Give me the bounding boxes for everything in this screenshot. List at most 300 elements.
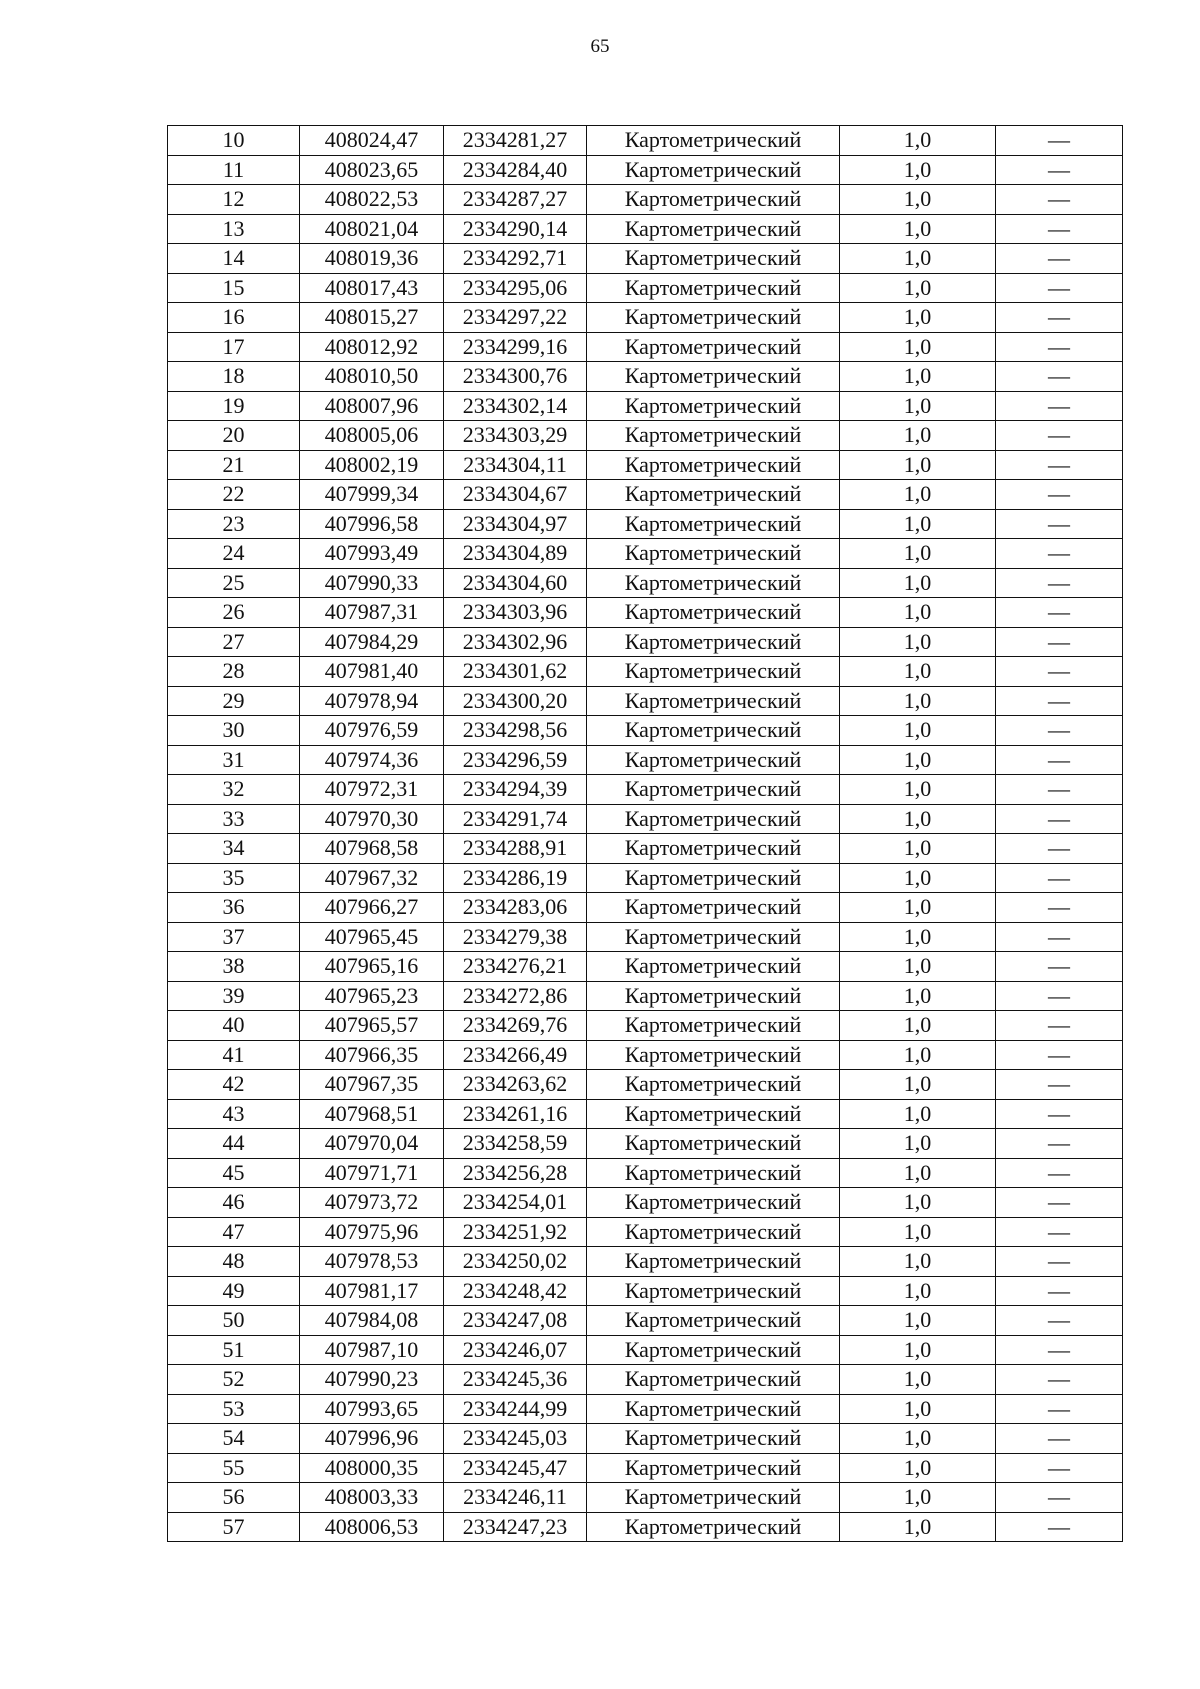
description-cell: —: [996, 539, 1123, 569]
description-cell: —: [996, 1276, 1123, 1306]
y-coordinate-cell: 2334304,89: [444, 539, 587, 569]
description-cell: —: [996, 126, 1123, 156]
accuracy-cell: 1,0: [840, 804, 996, 834]
y-coordinate-cell: 2334254,01: [444, 1188, 587, 1218]
y-coordinate-cell: 2334302,96: [444, 627, 587, 657]
point-number-cell: 23: [168, 509, 300, 539]
point-number-cell: 16: [168, 303, 300, 333]
x-coordinate-cell: 407984,29: [300, 627, 444, 657]
y-coordinate-cell: 2334246,07: [444, 1335, 587, 1365]
description-cell: —: [996, 1247, 1123, 1277]
description-cell: —: [996, 804, 1123, 834]
accuracy-cell: 1,0: [840, 1188, 996, 1218]
table-row: [168, 303, 1123, 333]
x-coordinate-cell: 408002,19: [300, 450, 444, 480]
description-cell: —: [996, 303, 1123, 333]
x-coordinate-cell: 408006,53: [300, 1512, 444, 1542]
description-cell: —: [996, 834, 1123, 864]
accuracy-cell: 1,0: [840, 1483, 996, 1513]
method-cell: Картометрический: [587, 893, 840, 923]
x-coordinate-cell: 408017,43: [300, 273, 444, 303]
table-row: [168, 214, 1123, 244]
table-row: [168, 1247, 1123, 1277]
x-coordinate-cell: 407970,30: [300, 804, 444, 834]
y-coordinate-cell: 2334287,27: [444, 185, 587, 215]
y-coordinate-cell: 2334297,22: [444, 303, 587, 333]
accuracy-cell: 1,0: [840, 598, 996, 628]
method-cell: Картометрический: [587, 480, 840, 510]
method-cell: Картометрический: [587, 185, 840, 215]
coordinates-table-container: [167, 125, 1122, 1542]
accuracy-cell: 1,0: [840, 155, 996, 185]
accuracy-cell: 1,0: [840, 303, 996, 333]
x-coordinate-cell: 407984,08: [300, 1306, 444, 1336]
method-cell: Картометрический: [587, 1011, 840, 1041]
y-coordinate-cell: 2334303,29: [444, 421, 587, 451]
y-coordinate-cell: 2334294,39: [444, 775, 587, 805]
x-coordinate-cell: 407973,72: [300, 1188, 444, 1218]
description-cell: —: [996, 421, 1123, 451]
point-number-cell: 12: [168, 185, 300, 215]
point-number-cell: 30: [168, 716, 300, 746]
accuracy-cell: 1,0: [840, 1512, 996, 1542]
description-cell: —: [996, 362, 1123, 392]
y-coordinate-cell: 2334296,59: [444, 745, 587, 775]
point-number-cell: 48: [168, 1247, 300, 1277]
method-cell: Картометрический: [587, 1099, 840, 1129]
description-cell: —: [996, 273, 1123, 303]
x-coordinate-cell: 408024,47: [300, 126, 444, 156]
y-coordinate-cell: 2334258,59: [444, 1129, 587, 1159]
method-cell: Картометрический: [587, 126, 840, 156]
point-number-cell: 17: [168, 332, 300, 362]
method-cell: Картометрический: [587, 539, 840, 569]
point-number-cell: 20: [168, 421, 300, 451]
x-coordinate-cell: 407999,34: [300, 480, 444, 510]
description-cell: —: [996, 155, 1123, 185]
x-coordinate-cell: 408007,96: [300, 391, 444, 421]
point-number-cell: 47: [168, 1217, 300, 1247]
x-coordinate-cell: 407996,58: [300, 509, 444, 539]
accuracy-cell: 1,0: [840, 1011, 996, 1041]
table-row: [168, 185, 1123, 215]
accuracy-cell: 1,0: [840, 981, 996, 1011]
method-cell: Картометрический: [587, 273, 840, 303]
table-row: [168, 155, 1123, 185]
x-coordinate-cell: 407974,36: [300, 745, 444, 775]
point-number-cell: 11: [168, 155, 300, 185]
table-row: [168, 480, 1123, 510]
table-row: [168, 391, 1123, 421]
table-row: [168, 1424, 1123, 1454]
accuracy-cell: 1,0: [840, 1099, 996, 1129]
y-coordinate-cell: 2334300,20: [444, 686, 587, 716]
point-number-cell: 39: [168, 981, 300, 1011]
table-row: [168, 273, 1123, 303]
description-cell: —: [996, 981, 1123, 1011]
table-row: [168, 1099, 1123, 1129]
method-cell: Картометрический: [587, 303, 840, 333]
accuracy-cell: 1,0: [840, 1129, 996, 1159]
accuracy-cell: 1,0: [840, 214, 996, 244]
table-row: [168, 1306, 1123, 1336]
x-coordinate-cell: 408015,27: [300, 303, 444, 333]
accuracy-cell: 1,0: [840, 1394, 996, 1424]
table-row: [168, 244, 1123, 274]
description-cell: —: [996, 1512, 1123, 1542]
y-coordinate-cell: 2334288,91: [444, 834, 587, 864]
table-row: [168, 362, 1123, 392]
method-cell: Картометрический: [587, 1276, 840, 1306]
table-row: [168, 539, 1123, 569]
method-cell: Картометрический: [587, 1453, 840, 1483]
table-row: [168, 1365, 1123, 1395]
accuracy-cell: 1,0: [840, 568, 996, 598]
coordinates-table: [167, 125, 1123, 1542]
x-coordinate-cell: 407987,31: [300, 598, 444, 628]
y-coordinate-cell: 2334246,11: [444, 1483, 587, 1513]
method-cell: Картометрический: [587, 1217, 840, 1247]
description-cell: —: [996, 1188, 1123, 1218]
accuracy-cell: 1,0: [840, 391, 996, 421]
y-coordinate-cell: 2334301,62: [444, 657, 587, 687]
description-cell: —: [996, 568, 1123, 598]
description-cell: —: [996, 1129, 1123, 1159]
description-cell: —: [996, 686, 1123, 716]
x-coordinate-cell: 407965,16: [300, 952, 444, 982]
method-cell: Картометрический: [587, 1188, 840, 1218]
x-coordinate-cell: 407971,71: [300, 1158, 444, 1188]
accuracy-cell: 1,0: [840, 185, 996, 215]
point-number-cell: 43: [168, 1099, 300, 1129]
y-coordinate-cell: 2334272,86: [444, 981, 587, 1011]
x-coordinate-cell: 408012,92: [300, 332, 444, 362]
point-number-cell: 46: [168, 1188, 300, 1218]
method-cell: Картометрический: [587, 981, 840, 1011]
point-number-cell: 45: [168, 1158, 300, 1188]
y-coordinate-cell: 2334304,97: [444, 509, 587, 539]
description-cell: —: [996, 1483, 1123, 1513]
y-coordinate-cell: 2334245,03: [444, 1424, 587, 1454]
description-cell: —: [996, 1306, 1123, 1336]
method-cell: Картометрический: [587, 1335, 840, 1365]
accuracy-cell: 1,0: [840, 273, 996, 303]
method-cell: Картометрический: [587, 1158, 840, 1188]
y-coordinate-cell: 2334247,23: [444, 1512, 587, 1542]
page-number: 65: [590, 36, 610, 57]
x-coordinate-cell: 408019,36: [300, 244, 444, 274]
accuracy-cell: 1,0: [840, 893, 996, 923]
accuracy-cell: 1,0: [840, 1453, 996, 1483]
table-row: [168, 1483, 1123, 1513]
x-coordinate-cell: 408022,53: [300, 185, 444, 215]
table-row: [168, 1011, 1123, 1041]
table-row: [168, 1158, 1123, 1188]
point-number-cell: 50: [168, 1306, 300, 1336]
y-coordinate-cell: 2334304,67: [444, 480, 587, 510]
point-number-cell: 40: [168, 1011, 300, 1041]
x-coordinate-cell: 407990,23: [300, 1365, 444, 1395]
description-cell: —: [996, 1335, 1123, 1365]
table-row: [168, 1040, 1123, 1070]
y-coordinate-cell: 2334251,92: [444, 1217, 587, 1247]
table-row: [168, 1394, 1123, 1424]
y-coordinate-cell: 2334250,02: [444, 1247, 587, 1277]
description-cell: —: [996, 185, 1123, 215]
method-cell: Картометрический: [587, 391, 840, 421]
accuracy-cell: 1,0: [840, 362, 996, 392]
x-coordinate-cell: 407987,10: [300, 1335, 444, 1365]
method-cell: Картометрический: [587, 1129, 840, 1159]
method-cell: Картометрический: [587, 155, 840, 185]
accuracy-cell: 1,0: [840, 126, 996, 156]
description-cell: —: [996, 509, 1123, 539]
method-cell: Картометрический: [587, 1365, 840, 1395]
method-cell: Картометрический: [587, 1424, 840, 1454]
y-coordinate-cell: 2334291,74: [444, 804, 587, 834]
method-cell: Картометрический: [587, 686, 840, 716]
y-coordinate-cell: 2334269,76: [444, 1011, 587, 1041]
y-coordinate-cell: 2334302,14: [444, 391, 587, 421]
table-row: [168, 332, 1123, 362]
y-coordinate-cell: 2334281,27: [444, 126, 587, 156]
point-number-cell: 42: [168, 1070, 300, 1100]
point-number-cell: 41: [168, 1040, 300, 1070]
y-coordinate-cell: 2334290,14: [444, 214, 587, 244]
y-coordinate-cell: 2334245,47: [444, 1453, 587, 1483]
method-cell: Картометрический: [587, 332, 840, 362]
description-cell: —: [996, 1453, 1123, 1483]
method-cell: Картометрический: [587, 362, 840, 392]
table-row: [168, 745, 1123, 775]
method-cell: Картометрический: [587, 804, 840, 834]
accuracy-cell: 1,0: [840, 1040, 996, 1070]
table-row: [168, 804, 1123, 834]
description-cell: —: [996, 745, 1123, 775]
point-number-cell: 18: [168, 362, 300, 392]
table-row: [168, 922, 1123, 952]
y-coordinate-cell: 2334292,71: [444, 244, 587, 274]
method-cell: Картометрический: [587, 922, 840, 952]
point-number-cell: 54: [168, 1424, 300, 1454]
point-number-cell: 32: [168, 775, 300, 805]
description-cell: —: [996, 214, 1123, 244]
x-coordinate-cell: 407965,57: [300, 1011, 444, 1041]
table-row: [168, 509, 1123, 539]
table-row: [168, 450, 1123, 480]
table-row: [168, 598, 1123, 628]
description-cell: —: [996, 391, 1123, 421]
x-coordinate-cell: 407965,23: [300, 981, 444, 1011]
x-coordinate-cell: 407993,65: [300, 1394, 444, 1424]
accuracy-cell: 1,0: [840, 922, 996, 952]
y-coordinate-cell: 2334303,96: [444, 598, 587, 628]
method-cell: Картометрический: [587, 1247, 840, 1277]
description-cell: —: [996, 1365, 1123, 1395]
point-number-cell: 24: [168, 539, 300, 569]
method-cell: Картометрический: [587, 775, 840, 805]
method-cell: Картометрический: [587, 1070, 840, 1100]
point-number-cell: 38: [168, 952, 300, 982]
x-coordinate-cell: 408003,33: [300, 1483, 444, 1513]
point-number-cell: 25: [168, 568, 300, 598]
y-coordinate-cell: 2334299,16: [444, 332, 587, 362]
table-row: [168, 1453, 1123, 1483]
description-cell: —: [996, 1424, 1123, 1454]
point-number-cell: 57: [168, 1512, 300, 1542]
table-row: [168, 1188, 1123, 1218]
x-coordinate-cell: 407981,17: [300, 1276, 444, 1306]
point-number-cell: 53: [168, 1394, 300, 1424]
accuracy-cell: 1,0: [840, 332, 996, 362]
accuracy-cell: 1,0: [840, 1365, 996, 1395]
table-row: [168, 421, 1123, 451]
table-row: [168, 981, 1123, 1011]
accuracy-cell: 1,0: [840, 539, 996, 569]
description-cell: —: [996, 598, 1123, 628]
table-row: [168, 1129, 1123, 1159]
description-cell: —: [996, 480, 1123, 510]
y-coordinate-cell: 2334261,16: [444, 1099, 587, 1129]
table-row: [168, 1070, 1123, 1100]
point-number-cell: 13: [168, 214, 300, 244]
accuracy-cell: 1,0: [840, 244, 996, 274]
accuracy-cell: 1,0: [840, 1070, 996, 1100]
table-row: [168, 686, 1123, 716]
table-row: [168, 716, 1123, 746]
table-body: [168, 126, 1123, 1542]
x-coordinate-cell: 407967,35: [300, 1070, 444, 1100]
x-coordinate-cell: 408000,35: [300, 1453, 444, 1483]
description-cell: —: [996, 1099, 1123, 1129]
x-coordinate-cell: 407993,49: [300, 539, 444, 569]
x-coordinate-cell: 407975,96: [300, 1217, 444, 1247]
y-coordinate-cell: 2334245,36: [444, 1365, 587, 1395]
description-cell: —: [996, 1011, 1123, 1041]
accuracy-cell: 1,0: [840, 716, 996, 746]
method-cell: Картометрический: [587, 745, 840, 775]
description-cell: —: [996, 952, 1123, 982]
method-cell: Картометрический: [587, 834, 840, 864]
point-number-cell: 56: [168, 1483, 300, 1513]
method-cell: Картометрический: [587, 1394, 840, 1424]
description-cell: —: [996, 1217, 1123, 1247]
table-row: [168, 834, 1123, 864]
accuracy-cell: 1,0: [840, 450, 996, 480]
accuracy-cell: 1,0: [840, 834, 996, 864]
x-coordinate-cell: 407978,53: [300, 1247, 444, 1277]
method-cell: Картометрический: [587, 1306, 840, 1336]
description-cell: —: [996, 450, 1123, 480]
x-coordinate-cell: 407990,33: [300, 568, 444, 598]
description-cell: —: [996, 1040, 1123, 1070]
table-row: [168, 1512, 1123, 1542]
table-row: [168, 775, 1123, 805]
accuracy-cell: 1,0: [840, 480, 996, 510]
accuracy-cell: 1,0: [840, 686, 996, 716]
x-coordinate-cell: 407981,40: [300, 657, 444, 687]
x-coordinate-cell: 407968,51: [300, 1099, 444, 1129]
accuracy-cell: 1,0: [840, 1158, 996, 1188]
point-number-cell: 55: [168, 1453, 300, 1483]
point-number-cell: 52: [168, 1365, 300, 1395]
point-number-cell: 21: [168, 450, 300, 480]
y-coordinate-cell: 2334295,06: [444, 273, 587, 303]
accuracy-cell: 1,0: [840, 1247, 996, 1277]
x-coordinate-cell: 407972,31: [300, 775, 444, 805]
y-coordinate-cell: 2334279,38: [444, 922, 587, 952]
method-cell: Картометрический: [587, 1040, 840, 1070]
y-coordinate-cell: 2334286,19: [444, 863, 587, 893]
table-row: [168, 1335, 1123, 1365]
y-coordinate-cell: 2334304,11: [444, 450, 587, 480]
point-number-cell: 36: [168, 893, 300, 923]
x-coordinate-cell: 408021,04: [300, 214, 444, 244]
method-cell: Картометрический: [587, 952, 840, 982]
description-cell: —: [996, 775, 1123, 805]
accuracy-cell: 1,0: [840, 863, 996, 893]
y-coordinate-cell: 2334248,42: [444, 1276, 587, 1306]
table-row: [168, 1217, 1123, 1247]
accuracy-cell: 1,0: [840, 509, 996, 539]
x-coordinate-cell: 407966,27: [300, 893, 444, 923]
method-cell: Картометрический: [587, 627, 840, 657]
x-coordinate-cell: 407976,59: [300, 716, 444, 746]
point-number-cell: 49: [168, 1276, 300, 1306]
point-number-cell: 28: [168, 657, 300, 687]
y-coordinate-cell: 2334266,49: [444, 1040, 587, 1070]
point-number-cell: 27: [168, 627, 300, 657]
point-number-cell: 51: [168, 1335, 300, 1365]
description-cell: —: [996, 332, 1123, 362]
y-coordinate-cell: 2334244,99: [444, 1394, 587, 1424]
description-cell: —: [996, 657, 1123, 687]
method-cell: Картометрический: [587, 509, 840, 539]
description-cell: —: [996, 1070, 1123, 1100]
point-number-cell: 37: [168, 922, 300, 952]
method-cell: Картометрический: [587, 214, 840, 244]
method-cell: Картометрический: [587, 568, 840, 598]
y-coordinate-cell: 2334298,56: [444, 716, 587, 746]
description-cell: —: [996, 922, 1123, 952]
table-row: [168, 863, 1123, 893]
y-coordinate-cell: 2334284,40: [444, 155, 587, 185]
point-number-cell: 22: [168, 480, 300, 510]
method-cell: Картометрический: [587, 1483, 840, 1513]
accuracy-cell: 1,0: [840, 1424, 996, 1454]
accuracy-cell: 1,0: [840, 1276, 996, 1306]
x-coordinate-cell: 407968,58: [300, 834, 444, 864]
y-coordinate-cell: 2334304,60: [444, 568, 587, 598]
method-cell: Картометрический: [587, 716, 840, 746]
x-coordinate-cell: 408010,50: [300, 362, 444, 392]
point-number-cell: 15: [168, 273, 300, 303]
table-row: [168, 627, 1123, 657]
method-cell: Картометрический: [587, 421, 840, 451]
description-cell: —: [996, 1394, 1123, 1424]
description-cell: —: [996, 863, 1123, 893]
x-coordinate-cell: 407967,32: [300, 863, 444, 893]
x-coordinate-cell: 408023,65: [300, 155, 444, 185]
point-number-cell: 26: [168, 598, 300, 628]
point-number-cell: 19: [168, 391, 300, 421]
y-coordinate-cell: 2334256,28: [444, 1158, 587, 1188]
table-row: [168, 657, 1123, 687]
point-number-cell: 14: [168, 244, 300, 274]
description-cell: —: [996, 627, 1123, 657]
point-number-cell: 44: [168, 1129, 300, 1159]
y-coordinate-cell: 2334247,08: [444, 1306, 587, 1336]
